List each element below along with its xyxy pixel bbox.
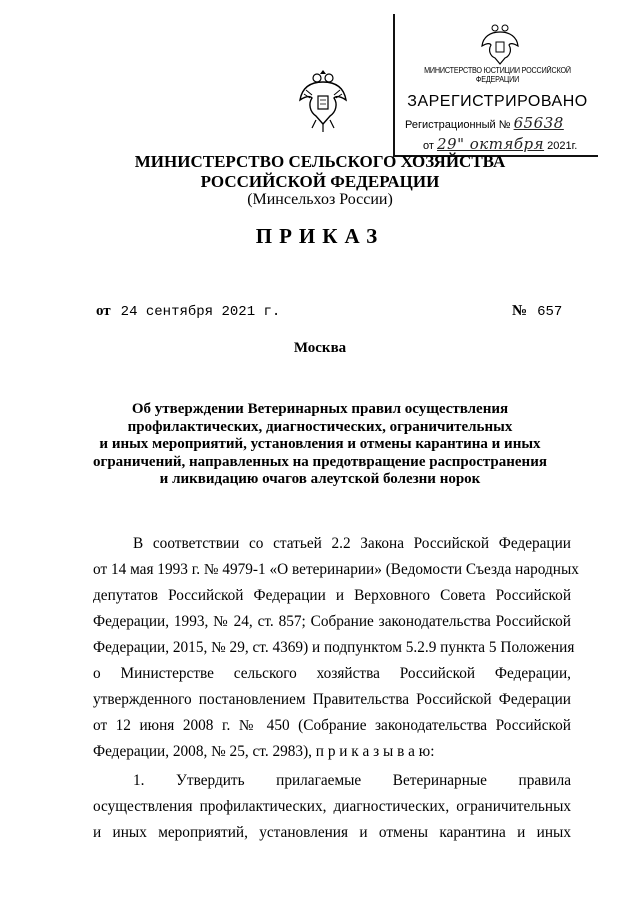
stamp-registered: ЗАРЕГИСТРИРОВАНО (407, 93, 588, 110)
body-line: В соответствии со статьей 2.2 Закона Российской Федерации (133, 535, 571, 552)
ministry-name-line1: МИНИСТЕРСТВО СЕЛЬСКОГО ХОЗЯЙСТВА (134, 152, 506, 171)
body-line: Федерации, 1993, № 24, ст. 857; Собрание законодательства Российской (93, 613, 571, 630)
stamp-reg-label: Регистрационный № (405, 119, 511, 131)
ministry-short-name: (Минсельхоз России) (247, 191, 393, 208)
title-line: Об утверждении Ветеринарных правил осуществления (131, 401, 509, 417)
stamp-reg-number-line (405, 114, 564, 132)
stamp-year: 2021г. (547, 140, 578, 152)
registration-stamp (393, 14, 598, 157)
ministry-name-line2: РОССИЙСКОЙ ФЕДЕРАЦИИ (200, 172, 440, 191)
order-number-value: 657 (537, 304, 563, 320)
coat-of-arms-emblem (298, 64, 348, 134)
body-line: и иных мероприятий, установления и отмены карантина и иных (93, 824, 571, 841)
body-line: от 14 мая 1993 г. № 4979-1 «О ветеринарии» (Ведомости Съезда народных (93, 561, 579, 578)
title-line: ограничений, направленных на предотвращение распространения (93, 453, 547, 470)
title-line: и иных мероприятий, установления и отмены карантина и иных (99, 436, 541, 452)
order-title (60, 401, 580, 489)
order-number (512, 302, 562, 320)
stamp-date: 29" октября (436, 135, 545, 153)
order-date-value: 24 сентября 2021 г. (120, 304, 281, 320)
order-date-prefix: от (96, 303, 111, 319)
document-type: ПРИКАЗ (255, 224, 385, 248)
body-line: от 12 июня 2008 г. № 450 (Собрание законодательства Российской (93, 717, 571, 734)
order-date (96, 302, 280, 320)
stamp-date-line (423, 135, 577, 153)
body-line: депутатов Российской Федерации и Верховного Совета Российской (93, 587, 571, 604)
body-line: утвержденного постановлением Правительства Российской Федерации (93, 691, 571, 708)
stamp-reg-number: 65638 (513, 114, 564, 132)
stamp-ministry: МИНИСТЕРСТВО ЮСТИЦИИ РОССИЙСКОЙ ФЕДЕРАЦИИ (424, 66, 571, 84)
stamp-date-prefix: от (423, 140, 434, 152)
body-line: Федерации, 2015, № 29, ст. 4369) и подпунктом 5.2.9 пункта 5 Положения (93, 639, 575, 656)
stamp-emblem (480, 20, 520, 70)
order-city: Москва (293, 340, 347, 356)
body-line: осуществления профилактических, диагностических, ограничительных (93, 798, 571, 815)
order-number-prefix: № (512, 303, 528, 319)
body-line: Федерации, 2008, № 25, ст. 2983), п р и к а з ы в а ю: (93, 743, 435, 760)
title-line: профилактических, диагностических, ограничительных (127, 418, 513, 435)
title-line: и ликвидацию очагов алеутской болезни норок (159, 471, 481, 487)
body-line: о Министерстве сельского хозяйства Российской Федерации, (93, 665, 571, 682)
body-line: 1. Утвердить прилагаемые Ветеринарные правила (133, 772, 571, 789)
